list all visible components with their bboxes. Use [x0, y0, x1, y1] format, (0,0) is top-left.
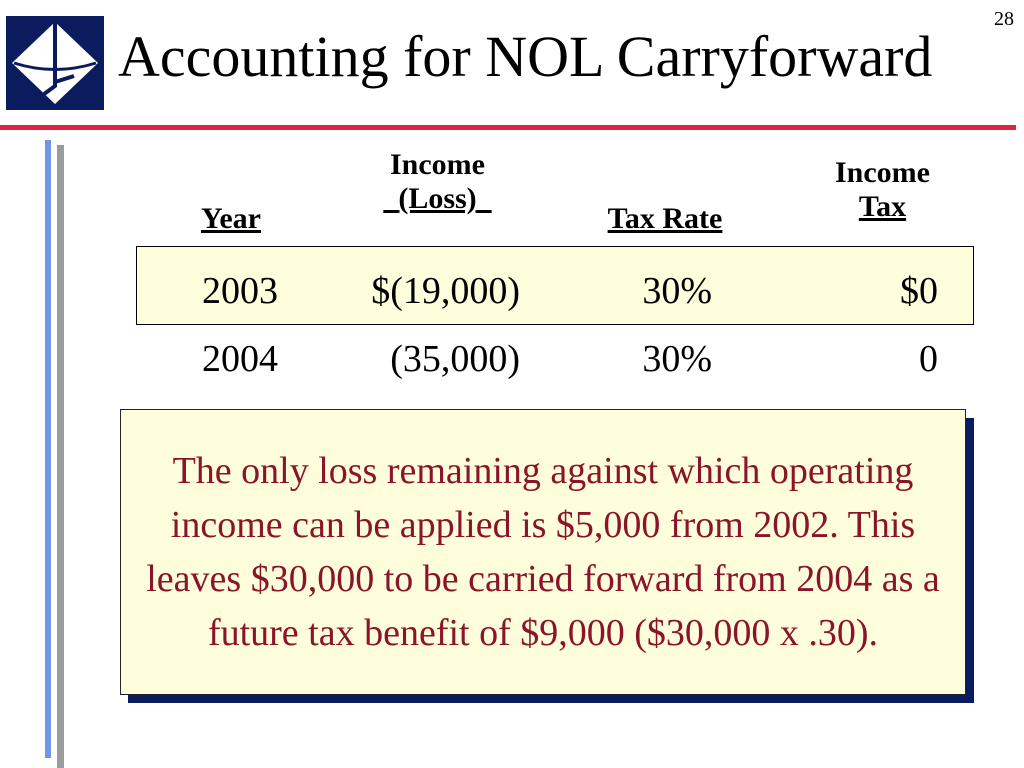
- header-income-tax-line1: Income: [835, 156, 930, 189]
- slide-title: Accounting for NOL Carryforward: [118, 24, 933, 89]
- row-2004-rate: 30%: [642, 338, 712, 380]
- row-2003-tax: $0: [900, 270, 938, 312]
- header-tax-rate: Tax Rate: [607, 202, 723, 235]
- row-2003-rate: 30%: [642, 270, 712, 312]
- header-income-tax: [810, 156, 955, 224]
- header-income-line2-text: (Loss): [398, 182, 477, 215]
- header-income-tax-line2: Tax: [858, 190, 907, 223]
- header-income-line1: Income: [390, 148, 485, 181]
- page-number: 28: [994, 8, 1014, 30]
- row-2004-year: 2004: [202, 338, 278, 380]
- row-2003-year: 2003: [202, 270, 278, 312]
- explanation-note: [120, 409, 966, 695]
- header-income-line2: [365, 182, 510, 216]
- row-2004-tax: 0: [919, 338, 938, 380]
- left-accent-bar: [45, 140, 51, 758]
- header-income-loss: [365, 148, 510, 216]
- header-year: Year: [201, 202, 261, 235]
- row-2003-income: $(19,000): [371, 270, 520, 312]
- row-2004-income: (35,000): [390, 338, 520, 380]
- title-divider: [0, 125, 1016, 130]
- left-accent-bar-shadow: [57, 145, 64, 768]
- publisher-logo: [6, 16, 104, 110]
- explanation-text: The only loss remaining against which operating income can be applied is $5,000 from 2002. This leaves $30,000 to be carried forward from 2004 as a future tax benefit of $9,000 ($30,000 x .30).: [146, 450, 940, 654]
